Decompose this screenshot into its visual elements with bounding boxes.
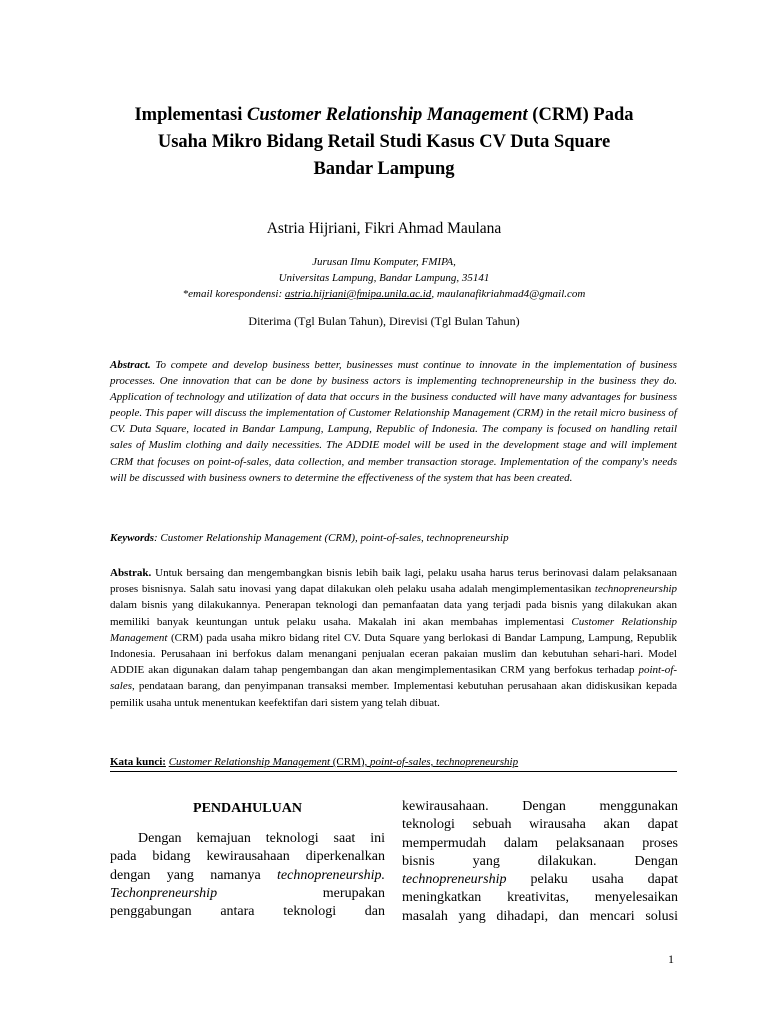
affiliation-department: Jurusan Ilmu Komputer, FMIPA, xyxy=(312,256,456,268)
body-line: meningkatkan kreativitas, menyelesaikan xyxy=(402,890,678,906)
keywords-indonesian: Kata kunci: Customer Relationship Management (CRM), point-of-sales, technopreneurship xyxy=(110,754,677,772)
body-line: kewirausahaan. Dengan menggunakan xyxy=(402,799,678,814)
correspondence-email: *email korespondensi: astria.hijriani@fmipa.unila.ac.id, maulanafikriahmad4@gmail.com xyxy=(182,288,586,300)
body-line: dengan yang namanya technopreneurship. xyxy=(110,867,385,883)
title-line-2: Usaha Mikro Bidang Retail Studi Kasus CV Duta Square xyxy=(157,132,611,152)
body-line: bisnis yang dilakukan. Dengan xyxy=(402,853,678,869)
abstract-text: To compete and develop business better, businesses must continue to innovate in the implementation of business processes. One innovation that can be done by business actors is implementing technopreneurship in the business they do. Application of technology and utilization of data that occurs in the business conducted will have many advantages for business people. This paper will discuss the implementation of Customer Relationship Management (CRM) in the retail micro business of CV. Duta Square, located in Bandar Lampung, Lampung, Republic of Indonesia. The company is focused on handling retail sales of Muslim clothing and daily necessities. The ADDIE model will be used in the development stage and will implement CRM that focuses on point-of-sales, data collection, and member transaction storage. Implementation of the company's needs will be discussed with business owners to determine the effectiveness of the system that has been created. xyxy=(110,359,677,484)
title-line-3: Bandar Lampung xyxy=(313,159,455,179)
affiliation-block xyxy=(96,254,672,302)
title-line-1: Implementasi Customer Relationship Management (CRM) Pada xyxy=(134,105,634,125)
section-heading: PENDAHULUAN xyxy=(193,801,302,816)
body-line: mempermudah dalam pelaksanaan proses xyxy=(402,835,678,851)
submission-dates: Diterima (Tgl Bulan Tahun), Direvisi (Tgl Bulan Tahun) xyxy=(248,314,520,328)
author-list: Astria Hijriani, Fikri Ahmad Maulana xyxy=(266,220,502,237)
keywords-english xyxy=(110,530,677,546)
body-line: teknologi sebuah wirausaha akan dapat xyxy=(402,817,678,833)
body-line: Dengan kemajuan teknologi saat ini xyxy=(138,831,385,846)
body-line: technopreneurship pelaku usaha dapat xyxy=(402,872,678,888)
body-column-left xyxy=(110,798,385,921)
keywords-label: Keywords xyxy=(110,532,154,544)
body-line: Techonpreneurship merupakan xyxy=(110,885,385,901)
abstract-english xyxy=(110,357,677,486)
keywords-text: : Customer Relationship Management (CRM), point-of-sales, technopreneurship xyxy=(154,532,509,544)
body-column-right xyxy=(402,798,678,926)
body-line: penggabungan antara teknologi dan xyxy=(110,904,385,920)
abstrak-label: Abstrak. xyxy=(110,567,152,579)
paper-title xyxy=(96,102,672,183)
page-number: 1 xyxy=(668,952,674,966)
body-line: masalah yang dihadapi, dan mencari solusi xyxy=(402,908,678,924)
abstract-label: Abstract. xyxy=(110,359,151,371)
abstract-indonesian: Abstrak. Untuk bersaing dan mengembangkan bisnis lebih baik lagi, pelaku usaha harus terus berinovasi dalam pelaksanaan proses bisnisnya. Salah satu inovasi yang dapat dilakukan oleh pelaku usaha adalah mengimplementasikan technopreneurship dalam bisnis yang dilakukannya. Penerapan teknologi dan pemanfaatan data yang terjadi pada bisnis yang dilakukan akan memiliki banyak keuntungan untuk pelaku usaha. Makalah ini akan membahas implementasi Customer Relationship Management (CRM) pada usaha mikro bidang ritel CV. Duta Square yang berlokasi di Bandar Lampung, Lampung, Republik Indonesia. Perusahaan ini berfokus dalam menangani penjualan eceran pakaian muslim dan kebutuhan sehari-hari. Model ADDIE akan digunakan dalam tahap pengembangan dan akan mengimplementasikan CRM yang berfokus terhadap point-of-sales, pendataan barang, dan penyimpanan transaksi member. Implementasi kebutuhan perusahaan akan didiskusikan kepada pemilik usaha untuk menentukan keefektifan dari sistem yang telah dibuat. xyxy=(110,567,677,709)
kata-kunci-label: Kata kunci: xyxy=(110,756,166,768)
email-2: maulanafikriahmad4@gmail.com xyxy=(436,288,586,300)
affiliation-university: Universitas Lampung, Bandar Lampung, 35141 xyxy=(278,272,490,284)
body-line: pada bidang kewirausahaan diperkenalkan xyxy=(110,849,385,865)
email-link-1[interactable]: astria.hijriani@fmipa.unila.ac.id xyxy=(284,288,432,300)
